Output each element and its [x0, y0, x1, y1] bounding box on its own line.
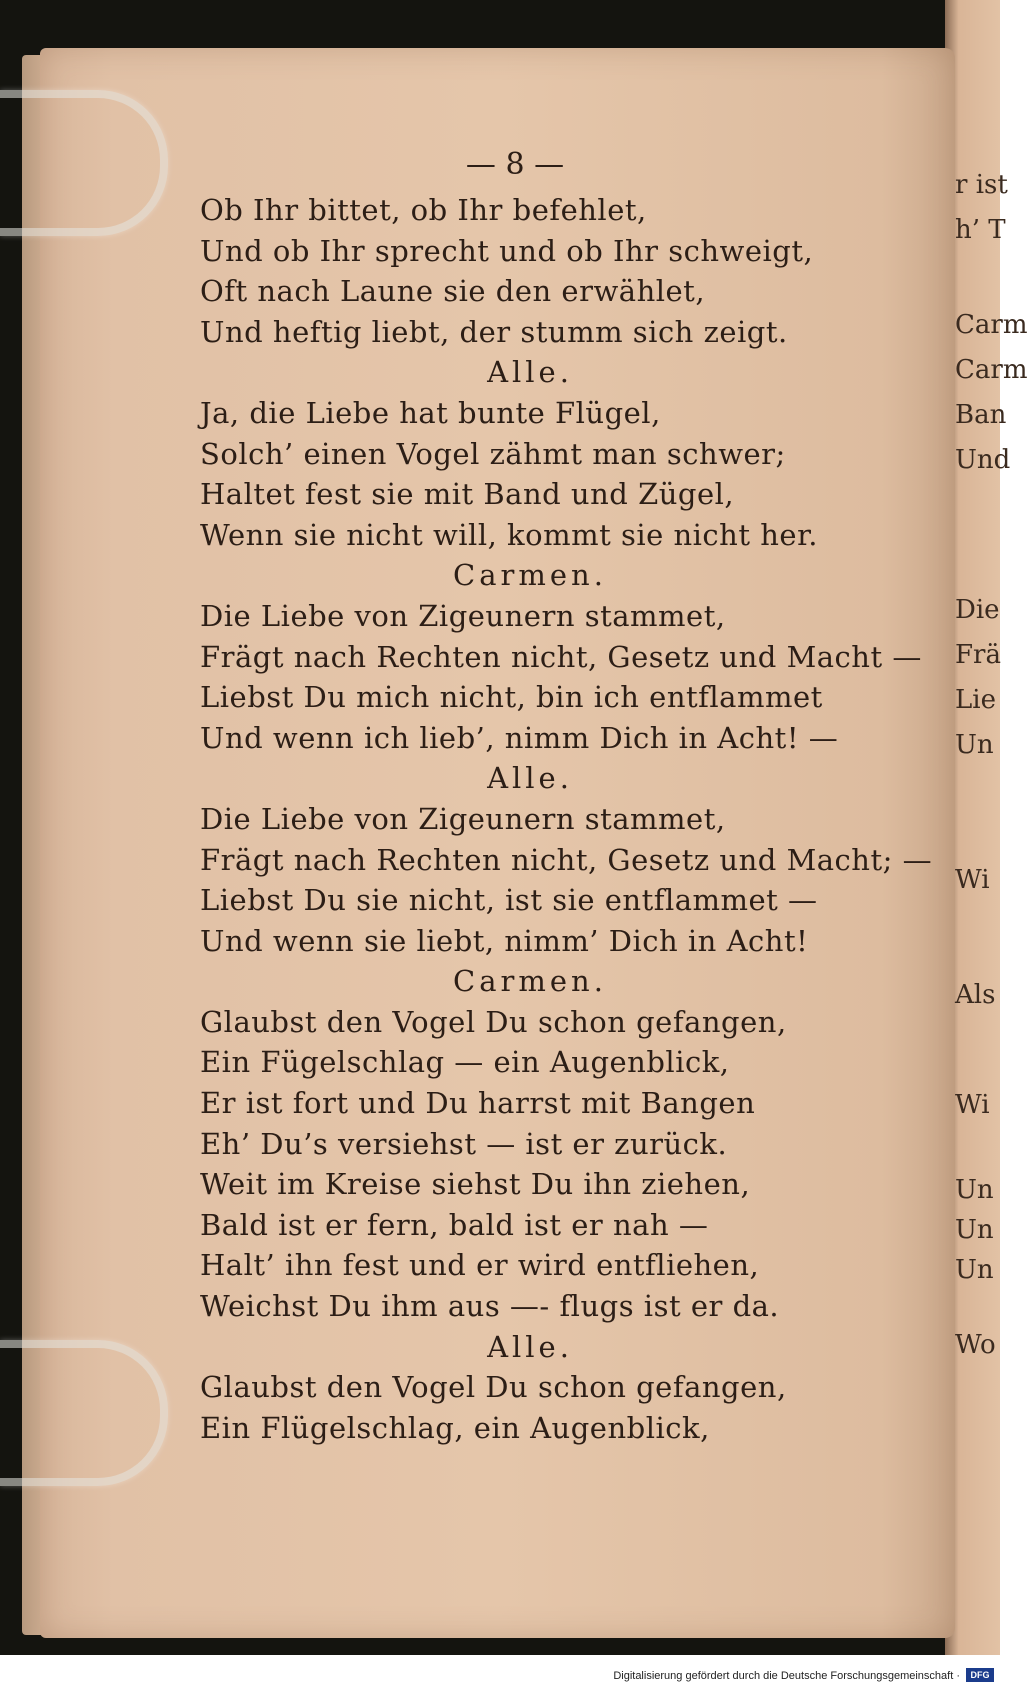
verse-line: Halt’ ihn fest und er wird entfliehen, — [200, 1248, 760, 1283]
verse-line: Ob Ihr bittet, ob Ihr befehlet, — [200, 193, 647, 227]
verse-line: Liebst Du mich nicht, bin ich entflammet — [200, 680, 823, 715]
speaker-heading: Alle. — [487, 761, 573, 796]
page-number: — 8 — — [465, 147, 565, 182]
digitization-credit: Digitalisierung gefördert durch die Deutsche Forschungsgemeinschaft · — [613, 1670, 960, 1682]
verse-line: Bald ist er fern, bald ist er nah — — [200, 1207, 709, 1242]
dfg-logo: DFG — [966, 1668, 994, 1682]
verse-line: Oft nach Laune sie den erwählet, — [200, 274, 706, 309]
verse-block — [200, 190, 933, 1448]
speaker-heading: Alle. — [487, 1329, 573, 1364]
verse-line: Und wenn ich lieb’, nimm Dich in Acht! — — [200, 720, 839, 755]
speaker-heading: Alle. — [487, 355, 573, 390]
facing-page-fragment: Ban — [955, 400, 1007, 430]
verse-line: Er ist fort und Du harrst mit Bangen — [200, 1086, 756, 1121]
verse-line: Glaubst den Vogel Du schon gefangen, — [200, 1004, 787, 1039]
page-content — [200, 140, 933, 1448]
page-clip-bottom — [0, 1340, 168, 1486]
facing-page-fragment: Un — [955, 1215, 994, 1245]
facing-page-fragment: Un — [955, 1175, 994, 1205]
verse-line: Eh’ Du’s versiehst — ist er zurück. — [200, 1126, 728, 1161]
verse-line: Ein Fügelschlag — ein Augenblick, — [200, 1045, 730, 1080]
verse-line: Und heftig liebt, der stumm sich zeigt. — [200, 314, 788, 349]
facing-page-fragment: Und — [955, 445, 1011, 475]
facing-page-fragment: r ist — [955, 170, 1008, 200]
verse-line: Liebst Du sie nicht, ist sie entflammet — — [200, 883, 818, 918]
facing-page-fragment: Un — [955, 1255, 994, 1285]
verse-line: Und wenn sie liebt, nimm’ Dich in Acht! — [200, 923, 809, 958]
verse-line: Ja, die Liebe hat bunte Flügel, — [200, 395, 661, 430]
verse-line: Die Liebe von Zigeunern stammet, — [200, 801, 726, 836]
facing-page-fragment: Lie — [955, 685, 996, 715]
facing-page-fragment: Carm — [955, 355, 1027, 385]
facing-page-fragment: Wi — [955, 1090, 990, 1120]
verse-line: Wenn sie nicht will, kommt sie nicht her. — [200, 517, 818, 552]
facing-page-fragment: Wi — [955, 865, 990, 895]
facing-page-fragment: Als — [955, 980, 996, 1010]
facing-page-fragment: Un — [955, 730, 994, 760]
verse-line: Solch’ einen Vogel zähmt man schwer; — [200, 436, 786, 471]
facing-page-fragment: Wo — [955, 1330, 996, 1360]
verse-line: Die Liebe von Zigeunern stammet, — [200, 598, 726, 633]
verse-line: Weit im Kreise siehst Du ihn ziehen, — [200, 1167, 751, 1202]
verse-line: Haltet fest sie mit Band und Zügel, — [200, 477, 735, 512]
facing-page-fragment: Frä — [955, 640, 1001, 670]
verse-line: Glaubst den Vogel Du schon gefangen, — [200, 1370, 787, 1405]
facing-page-fragment: Carm — [955, 310, 1027, 340]
verse-line: Frägt nach Rechten nicht, Gesetz und Macht — — [200, 639, 922, 674]
facing-page-fragment: Die — [955, 595, 1000, 625]
verse-line: Und ob Ihr sprecht und ob Ihr schweigt, — [200, 233, 814, 268]
speaker-heading: Carmen. — [453, 558, 607, 593]
speaker-heading: Carmen. — [453, 964, 607, 999]
verse-line: Weichst Du ihm aus —- flugs ist er da. — [200, 1289, 780, 1324]
verse-line: Frägt nach Rechten nicht, Gesetz und Macht; — — [200, 842, 933, 877]
verse-line: Ein Flügelschlag, ein Augenblick, — [200, 1410, 710, 1445]
facing-page-fragment: h’ T — [955, 215, 1006, 245]
